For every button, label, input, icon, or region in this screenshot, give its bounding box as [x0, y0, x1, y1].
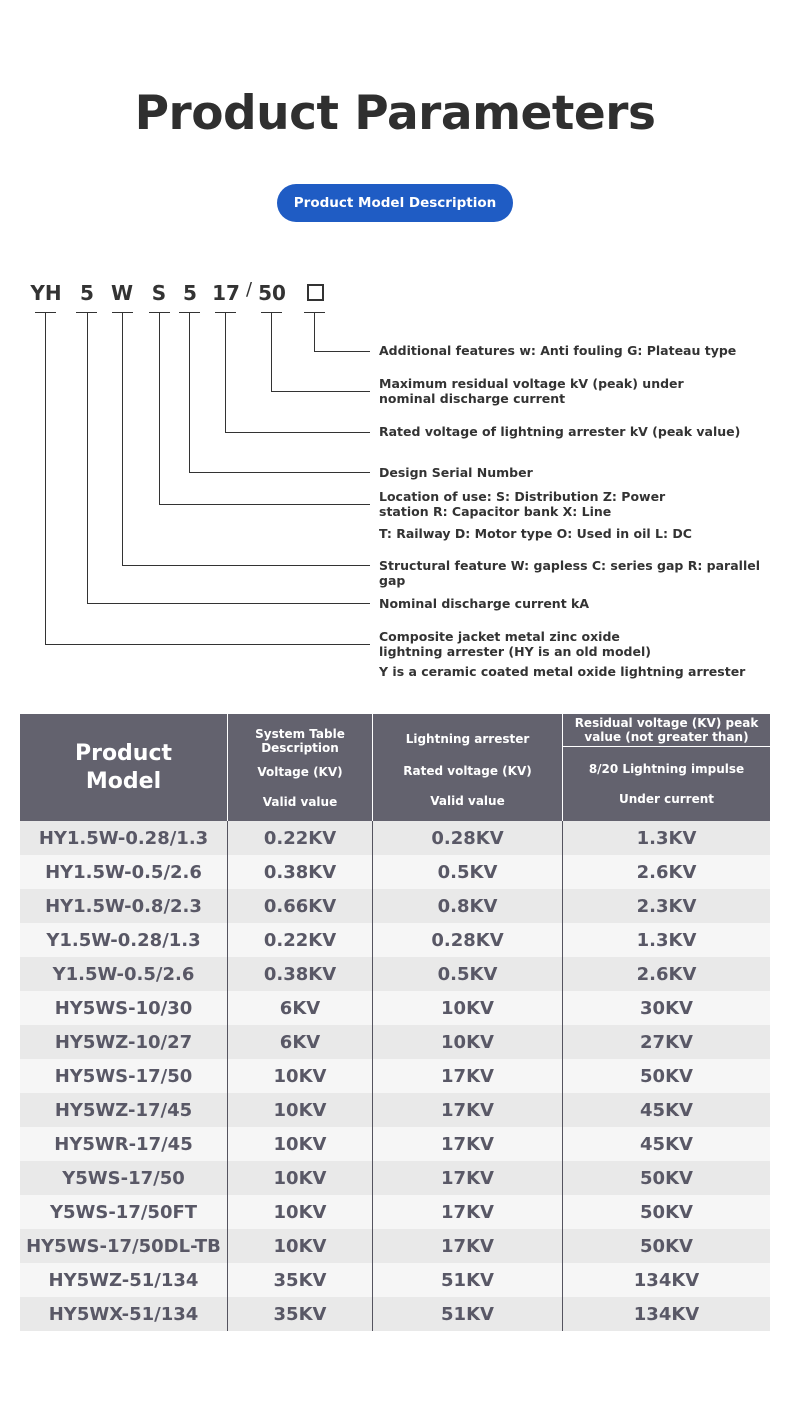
cell-system-voltage: 0.66KV	[228, 889, 373, 923]
connector-line	[45, 312, 46, 644]
table-row	[20, 855, 770, 889]
cell-model: HY1.5W-0.5/2.6	[20, 855, 228, 889]
cell-system-voltage: 10KV	[228, 1229, 373, 1263]
header-arrester-line3: Valid value	[430, 793, 505, 808]
cell-system-voltage: 10KV	[228, 1161, 373, 1195]
cell-residual-voltage: 27KV	[563, 1025, 771, 1059]
table-row	[20, 1263, 770, 1297]
connector-line	[45, 644, 370, 645]
cell-rated-voltage: 17KV	[373, 1161, 563, 1195]
cell-system-voltage: 0.38KV	[228, 957, 373, 991]
cell-system-voltage: 6KV	[228, 1025, 373, 1059]
table-row	[20, 1161, 770, 1195]
code-part-location: S	[151, 281, 167, 305]
cell-residual-voltage: 134KV	[563, 1263, 771, 1297]
header-arrester-line2: Rated voltage (KV)	[403, 763, 532, 778]
desc-composite-jacket: Composite jacket metal zinc oxide lightning arrester (HY is an old model)	[379, 629, 651, 659]
cell-model: HY5WZ-51/134	[20, 1263, 228, 1297]
cell-rated-voltage: 0.5KV	[373, 957, 563, 991]
cell-model: HY5WZ-17/45	[20, 1093, 228, 1127]
header-product-model	[20, 714, 228, 821]
header-arrester-line1: Lightning arrester	[405, 731, 530, 746]
table-row	[20, 1059, 770, 1093]
cell-model: Y5WS-17/50	[20, 1161, 228, 1195]
desc-structural-feature: Structural feature W: gapless C: series gap R: parallel gap	[379, 558, 760, 588]
cell-rated-voltage: 17KV	[373, 1127, 563, 1161]
cell-rated-voltage: 0.28KV	[373, 821, 563, 855]
code-part-serial: 5	[183, 281, 197, 305]
header-system-line3: Valid value	[262, 794, 338, 809]
code-separator: /	[245, 279, 253, 300]
connector-line	[225, 312, 226, 432]
cell-rated-voltage: 10KV	[373, 991, 563, 1025]
table-row	[20, 923, 770, 957]
cell-rated-voltage: 0.28KV	[373, 923, 563, 957]
connector-line	[87, 603, 370, 604]
cell-rated-voltage: 51KV	[373, 1297, 563, 1331]
connector-line	[271, 312, 272, 391]
code-part-rated: 17	[212, 281, 240, 305]
cell-residual-voltage: 2.3KV	[563, 889, 771, 923]
table-row	[20, 889, 770, 923]
desc-ceramic-coated: Y is a ceramic coated metal oxide lightning arrester	[379, 664, 746, 679]
cell-rated-voltage: 17KV	[373, 1195, 563, 1229]
cell-rated-voltage: 0.5KV	[373, 855, 563, 889]
table-row	[20, 1195, 770, 1229]
table-row	[20, 1297, 770, 1331]
code-part-series: YH	[30, 281, 62, 305]
cell-rated-voltage: 17KV	[373, 1059, 563, 1093]
cell-rated-voltage: 17KV	[373, 1093, 563, 1127]
cell-system-voltage: 0.38KV	[228, 855, 373, 889]
cell-system-voltage: 35KV	[228, 1297, 373, 1331]
header-rated-voltage	[373, 714, 563, 821]
cell-residual-voltage: 45KV	[563, 1093, 771, 1127]
header-system-voltage	[228, 714, 373, 821]
cell-model: HY5WZ-10/27	[20, 1025, 228, 1059]
product-model-description-button[interactable]: Product Model Description	[277, 184, 513, 222]
cell-residual-voltage: 50KV	[563, 1229, 771, 1263]
cell-residual-voltage: 134KV	[563, 1297, 771, 1331]
desc-rated-voltage: Rated voltage of lightning arrester kV (peak value)	[379, 424, 741, 439]
header-residual-line2: Under current	[618, 791, 715, 806]
connector-line	[314, 351, 370, 352]
cell-model: HY5WS-10/30	[20, 991, 228, 1025]
desc-design-serial: Design Serial Number	[379, 465, 533, 480]
cell-model: HY5WX-51/134	[20, 1297, 228, 1331]
cell-system-voltage: 10KV	[228, 1195, 373, 1229]
desc-location-of-use: Location of use: S: Distribution Z: Power station R: Capacitor bank X: Line	[379, 489, 666, 519]
connector-line	[314, 312, 315, 351]
cell-residual-voltage: 50KV	[563, 1195, 771, 1229]
connector-line	[189, 312, 190, 472]
code-part-current: 5	[80, 281, 94, 305]
cell-system-voltage: 10KV	[228, 1059, 373, 1093]
cell-model: HY5WR-17/45	[20, 1127, 228, 1161]
cell-residual-voltage: 50KV	[563, 1161, 771, 1195]
cell-model: Y5WS-17/50FT	[20, 1195, 228, 1229]
connector-line	[189, 472, 370, 473]
parameters-table	[20, 714, 770, 1331]
cell-model: HY1.5W-0.28/1.3	[20, 821, 228, 855]
table-row	[20, 1093, 770, 1127]
connector-line	[122, 312, 123, 565]
cell-system-voltage: 0.22KV	[228, 821, 373, 855]
page-title: Product Parameters	[134, 86, 656, 141]
header-residual-line1: 8/20 Lightning impulse	[588, 761, 745, 776]
connector-line	[122, 565, 370, 566]
cell-system-voltage: 10KV	[228, 1127, 373, 1161]
cell-rated-voltage: 51KV	[373, 1263, 563, 1297]
cell-model: Y1.5W-0.5/2.6	[20, 957, 228, 991]
table-row	[20, 957, 770, 991]
table-row	[20, 1025, 770, 1059]
connector-line	[87, 312, 88, 603]
connector-line	[271, 391, 370, 392]
cell-system-voltage: 6KV	[228, 991, 373, 1025]
table-row	[20, 821, 770, 855]
header-system-line2: Voltage (KV)	[257, 764, 343, 779]
header-impulse-current	[563, 746, 771, 821]
cell-model: HY5WS-17/50	[20, 1059, 228, 1093]
cell-residual-voltage: 50KV	[563, 1059, 771, 1093]
cell-rated-voltage: 0.8KV	[373, 889, 563, 923]
cell-system-voltage: 10KV	[228, 1093, 373, 1127]
cell-system-voltage: 35KV	[228, 1263, 373, 1297]
table-row	[20, 1127, 770, 1161]
code-part-structure: W	[110, 281, 134, 305]
connector-line	[159, 504, 370, 505]
cell-residual-voltage: 1.3KV	[563, 923, 771, 957]
cell-residual-voltage: 2.6KV	[563, 855, 771, 889]
desc-nominal-discharge: Nominal discharge current kA	[379, 596, 590, 611]
cell-model: HY5WS-17/50DL-TB	[20, 1229, 228, 1263]
cell-residual-voltage: 45KV	[563, 1127, 771, 1161]
header-product-model-label: Product Model	[74, 740, 173, 794]
cell-residual-voltage: 2.6KV	[563, 957, 771, 991]
cell-rated-voltage: 17KV	[373, 1229, 563, 1263]
header-system-line1: System Table Description	[255, 726, 345, 755]
cell-rated-voltage: 10KV	[373, 1025, 563, 1059]
desc-additional-features: Additional features w: Anti fouling G: Plateau type	[379, 343, 737, 358]
header-residual-label: Residual voltage (KV) peak value (not greater than)	[574, 715, 759, 744]
desc-max-residual-voltage: Maximum residual voltage kV (peak) under nominal discharge current	[379, 376, 684, 406]
cell-residual-voltage: 1.3KV	[563, 821, 771, 855]
header-residual-voltage	[563, 714, 771, 746]
cell-system-voltage: 0.22KV	[228, 923, 373, 957]
table-row	[20, 991, 770, 1025]
connector-line	[225, 432, 370, 433]
desc-location-extra: T: Railway D: Motor type O: Used in oil L: DC	[379, 526, 692, 541]
table-row	[20, 1229, 770, 1263]
connector-line	[159, 312, 160, 504]
cell-model: Y1.5W-0.28/1.3	[20, 923, 228, 957]
cell-model: HY1.5W-0.8/2.3	[20, 889, 228, 923]
empty-square-icon	[307, 284, 324, 301]
cell-residual-voltage: 30KV	[563, 991, 771, 1025]
code-part-residual: 50	[258, 281, 286, 305]
